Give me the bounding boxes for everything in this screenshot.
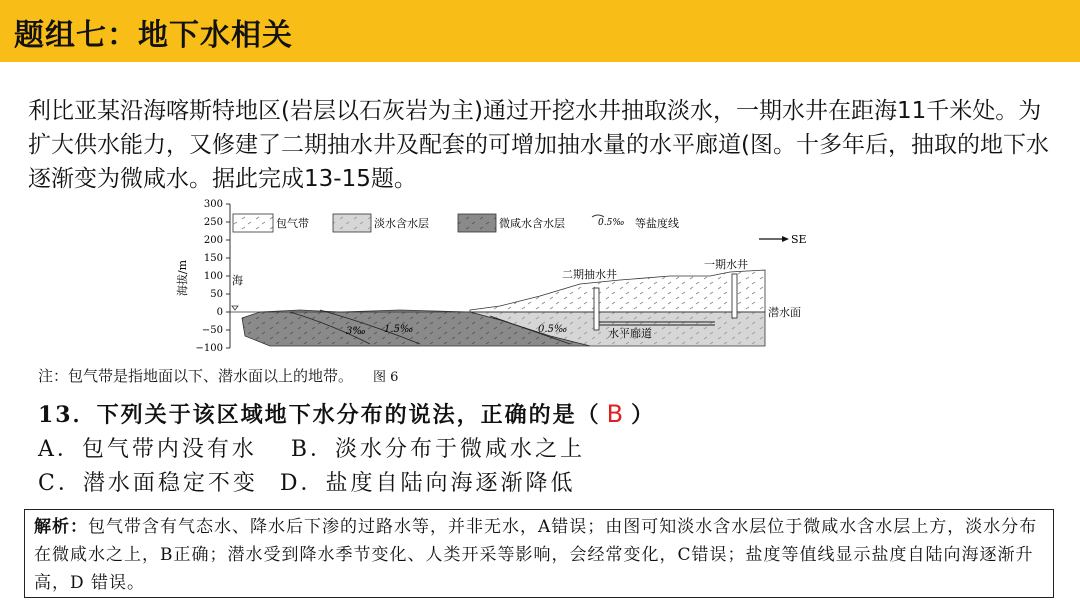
question-suffix: ）: [631, 402, 656, 428]
legend-fresh-swatch: [333, 214, 371, 232]
water-table-label: 潜水面: [768, 306, 801, 319]
phase2-well: [594, 288, 599, 330]
answer-letter: B: [606, 400, 626, 428]
legend-brackish-label: 微咸水含水层: [499, 217, 565, 230]
phase1-well-label: 一期水井: [704, 258, 748, 271]
phase1-well: [732, 274, 737, 318]
options-row-1: [38, 432, 585, 463]
y-tick-label: −50: [201, 325, 223, 336]
legend-isoline-label: 等盐度线: [635, 217, 679, 230]
intro-paragraph: 利比亚某沿海喀斯特地区(岩层以石灰岩为主)通过开挖水井抽取淡水，一期水井在距海11千米处。为扩大供水能力，又修建了二期抽水井及配套的可增加抽水量的水平廊道(图。十多年后，抽取的地下水逐渐变为微咸水。据此完成13-15题。: [28, 98, 1049, 192]
y-axis-ticks: [226, 204, 230, 348]
phase2-well-label: 二期抽水井: [562, 268, 617, 281]
analysis-box: [24, 509, 1054, 598]
legend-vadose-label: 包气带: [276, 217, 309, 230]
isoline-label: 3‰: [346, 326, 366, 337]
direction-label: SE: [791, 233, 807, 246]
sea-level-mark: [232, 306, 238, 310]
y-tick-label: 250: [203, 217, 223, 228]
sea-label: 海: [232, 274, 243, 287]
legend-vadose-swatch: [233, 214, 273, 232]
y-tick-label: 300: [203, 199, 223, 210]
gallery-label: 水平廊道: [608, 327, 652, 340]
isoline-label: 1.5‰: [384, 324, 414, 335]
figure-note: [38, 365, 398, 386]
legend-isoline-mark: [592, 215, 604, 217]
option-c: C．潜水面稳定不变: [38, 471, 258, 496]
option-b: B．淡水分布于微咸水之上: [290, 437, 586, 462]
option-a: A．包气带内没有水: [38, 437, 257, 462]
figure-number: 图 6: [373, 370, 399, 385]
page-title: 题组七：地下水相关: [14, 18, 293, 53]
cross-section-figure: [170, 196, 820, 356]
note-text: 注：包气带是指地面以下、潜水面以上的地带。: [38, 367, 354, 385]
legend-fresh-label: 淡水含水层: [374, 217, 429, 230]
vadose-zone: [470, 270, 765, 312]
title-bar: [0, 0, 1080, 62]
y-tick-label: −100: [195, 343, 223, 354]
y-tick-label: 150: [203, 253, 223, 264]
analysis-label: 解析：: [34, 517, 88, 537]
question-stem: 13．下列关于该区域地下水分布的说法，正确的是（: [38, 402, 601, 428]
y-tick-label: 0: [216, 307, 223, 318]
y-tick-label: 50: [210, 289, 223, 300]
y-tick-label: 100: [203, 271, 223, 282]
y-tick-label: 200: [203, 235, 223, 246]
legend-brackish-swatch: [458, 214, 496, 232]
isoline-label: 0.5‰: [538, 324, 568, 335]
legend-isoline-sample: 0.5‰: [598, 218, 625, 228]
cross-section-svg: [170, 196, 820, 356]
question-13: [38, 398, 655, 429]
direction-arrow-head: [782, 236, 789, 242]
y-axis-label: 海拔/m: [176, 259, 189, 297]
option-d: D．盐度自陆向海逐渐降低: [279, 471, 576, 496]
options-row-2: [38, 466, 575, 497]
analysis-text: 包气带含有气态水、降水后下渗的过路水等，并非无水，A错误；由图可知淡水含水层位于微咸水含水层上方，淡水分布在微咸水之上，B正确；潜水受到降水季节变化、人类开采等影响，会经常变化，C错误；盐度等值线显示盐度自陆向海逐渐升高，D 错误。: [34, 517, 1038, 593]
